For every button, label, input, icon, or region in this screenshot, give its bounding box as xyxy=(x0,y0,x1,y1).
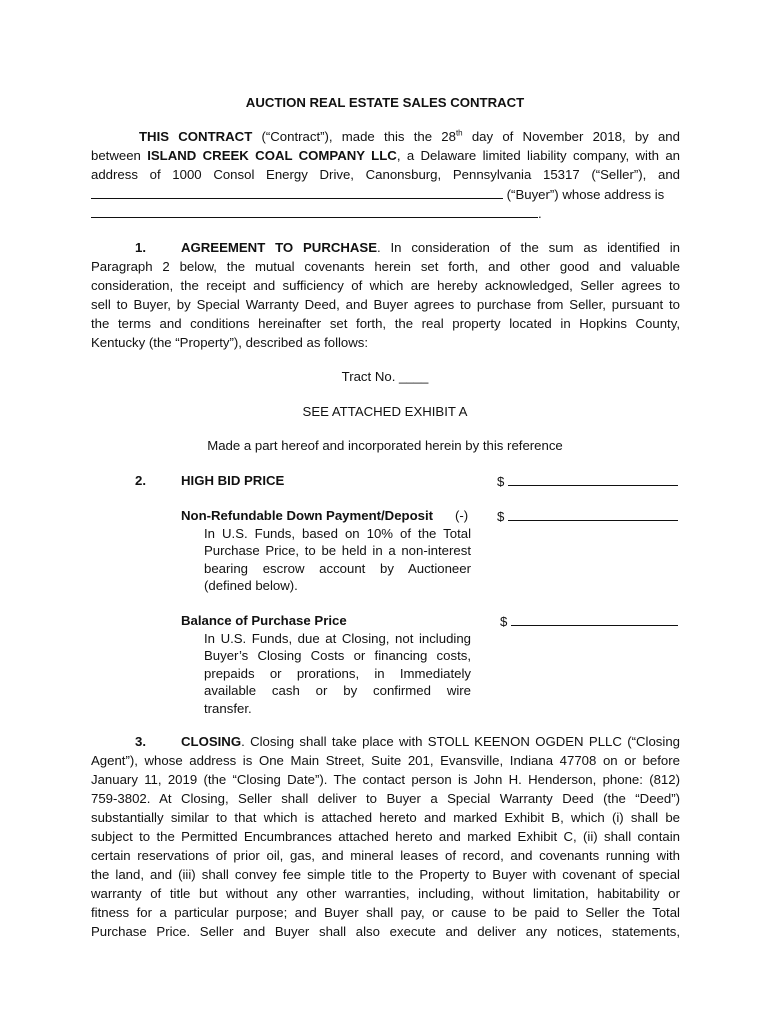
tract-number: Tract No. ____ xyxy=(341,369,429,384)
section-1-line-1-text: . In consideration of the sum as identified in xyxy=(377,240,681,255)
balance-label: Balance of Purchase Price xyxy=(181,613,347,628)
dollar-sign: $ xyxy=(497,474,505,489)
section-3-line: certain reservations of prior oil, gas, and mineral leases of record, and covenants running with xyxy=(91,848,680,863)
section-3-line-1-text: . Closing shall take place with STOLL KEENON OGDEN PLLC (“Closing xyxy=(241,734,680,749)
section-1-heading: AGREEMENT TO PURCHASE xyxy=(181,240,378,255)
buyer-address-blank[interactable] xyxy=(91,205,538,218)
section-2-number: 2. xyxy=(135,473,146,488)
deposit-label: Non-Refundable Down Payment/Deposit xyxy=(181,508,434,523)
section-3-line-1 xyxy=(181,734,680,750)
dollar-sign: $ xyxy=(500,614,508,629)
intro-line-2 xyxy=(91,148,680,164)
section-1-line-1 xyxy=(181,240,680,256)
deposit-line: In U.S. Funds, based on 10% of the Total xyxy=(204,526,471,541)
balance-line: Buyer’s Closing Costs or financing costs, xyxy=(204,648,471,663)
intro-line-1-tail: day of November 2018, by and xyxy=(462,129,680,144)
deposit-sign: (-) xyxy=(455,508,469,523)
balance-line: prepaids or prorations, in Immediately xyxy=(204,666,471,681)
buyer-name-blank[interactable] xyxy=(91,186,503,199)
intro-line-2-tail: , a Delaware limited liability company, with an xyxy=(396,148,680,163)
deposit-line: Purchase Price, to be held in a non-interest xyxy=(204,543,471,558)
intro-line-1-text: (“Contract”), made this the 28 xyxy=(261,129,456,144)
section-2-heading: HIGH BID PRICE xyxy=(181,473,285,488)
section-1-number: 1. xyxy=(135,240,146,255)
section-3-line: 759-3802. At Closing, Seller shall deliver to Buyer a Special Warranty Deed (the “Deed”) xyxy=(91,791,680,806)
balance-line: transfer. xyxy=(204,701,252,716)
reference-note: Made a part hereof and incorporated herein by this reference xyxy=(207,438,563,453)
exhibit-a-note: SEE ATTACHED EXHIBIT A xyxy=(302,404,468,419)
section-3-line: subject to the Permitted Encumbrances attached hereto and marked Exhibit C, (ii) shall contain xyxy=(91,829,680,844)
high-bid-field xyxy=(497,473,678,490)
intro-line-5 xyxy=(91,205,542,222)
intro-line-4 xyxy=(91,186,664,203)
balance-blank[interactable] xyxy=(511,613,678,626)
this-contract-label: THIS CONTRACT xyxy=(139,129,253,144)
section-3-line: Agent”), whose address is One Main Street, Suite 201, Evansville, Indiana 47708 on or before xyxy=(91,753,680,768)
section-3-heading: CLOSING xyxy=(181,734,242,749)
balance-field xyxy=(500,613,678,630)
deposit-field xyxy=(497,508,678,525)
section-1-line: consideration, the receipt and sufficiency of which are hereby acknowledged, Seller agrees to xyxy=(91,278,680,293)
section-3-line: Purchase Price. Seller and Buyer shall also execute and deliver any notices, statements, xyxy=(91,924,680,939)
section-3-line: the land, and (iii) shall convey fee simple title to the Property to Buyer with covenant of special xyxy=(91,867,680,882)
section-3-line: warranty of title but without any other warranties, including, without limitation, habitability or xyxy=(91,886,680,901)
seller-company-name: ISLAND CREEK COAL COMPANY LLC xyxy=(147,148,397,163)
intro-line-2-lead: between xyxy=(91,148,148,163)
ordinal-suffix: th xyxy=(455,128,463,138)
section-1-line: the terms and conditions hereinafter set forth, the real property located in Hopkins County, xyxy=(91,316,680,331)
intro-line-5-tail: . xyxy=(538,206,542,221)
section-3-line: fitness for a particular purpose; and Buyer shall pay, or cause to be paid to Seller the Total xyxy=(91,905,680,920)
document-title: AUCTION REAL ESTATE SALES CONTRACT xyxy=(245,95,525,110)
section-1-line: Kentucky (the “Property”), described as follows: xyxy=(91,335,369,350)
intro-line-3: address of 1000 Consol Energy Drive, Canonsburg, Pennsylvania 15317 (“Seller”), and xyxy=(91,167,680,182)
intro-line-4-tail: (“Buyer”) whose address is xyxy=(503,187,665,202)
deposit-line: (defined below). xyxy=(204,578,298,593)
balance-line: In U.S. Funds, due at Closing, not including xyxy=(204,631,471,646)
deposit-line: bearing escrow account by Auctioneer xyxy=(204,561,471,576)
section-3-line: substantially similar to that which is attached hereto and marked Exhibit B, which (i) shall be xyxy=(91,810,680,825)
balance-line: available cash or by confirmed wire xyxy=(204,683,471,698)
intro-line-1 xyxy=(91,129,680,145)
section-1-line: Paragraph 2 below, the mutual covenants herein set forth, and other good and valuable xyxy=(91,259,680,274)
section-3-number: 3. xyxy=(135,734,146,749)
section-3-line: January 11, 2019 (the “Closing Date”). The contact person is John H. Henderson, phone: (812) xyxy=(91,772,680,787)
deposit-blank[interactable] xyxy=(508,508,678,521)
section-1-line: sell to Buyer, by Special Warranty Deed, and Buyer agrees to purchase from Seller, pursuant to xyxy=(91,297,680,312)
high-bid-blank[interactable] xyxy=(508,473,678,486)
dollar-sign: $ xyxy=(497,509,505,524)
